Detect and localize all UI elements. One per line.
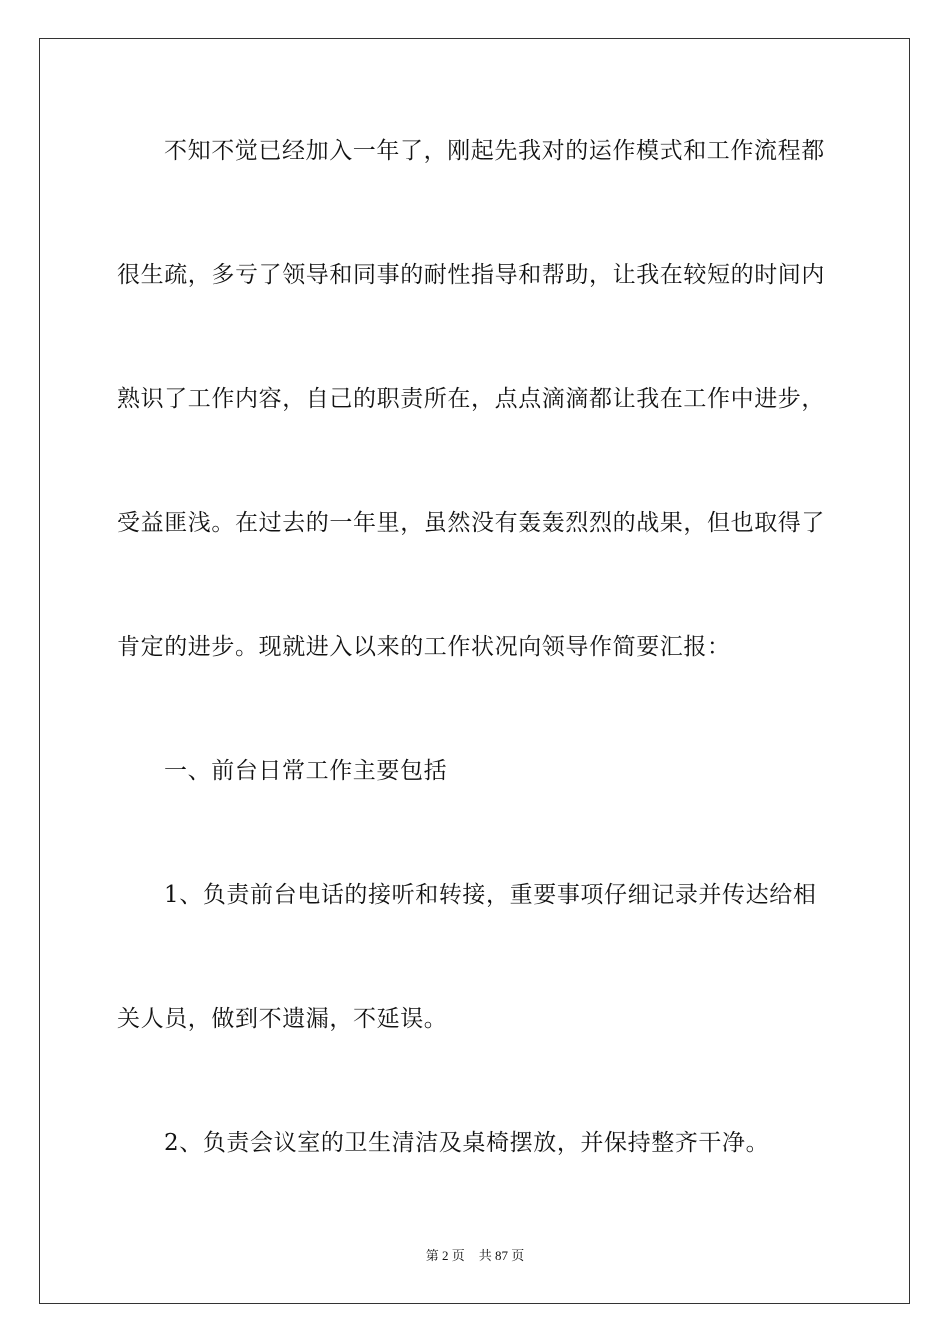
list-item: 2、负责会议室的卫生清洁及桌椅摆放，并保持整齐干净。 (164, 1130, 770, 1156)
total-pages: 共 87 页 (478, 1248, 525, 1263)
page-border (39, 38, 910, 1304)
section-heading: 一、前台日常工作主要包括 (164, 758, 448, 784)
page-footer (0, 1247, 950, 1265)
paragraph-line: 熟识了工作内容，自己的职责所在，点点滴滴都让我在工作中进步， (117, 386, 825, 412)
list-item-continuation: 关人员，做到不遗漏，不延误。 (117, 1006, 448, 1032)
page-number: 第 2 页 (425, 1248, 465, 1263)
paragraph-line: 肯定的进步。现就进入以来的工作状况向领导作简要汇报： (117, 634, 731, 660)
paragraph-line: 不知不觉已经加入一年了，刚起先我对的运作模式和工作流程都 (164, 138, 825, 164)
paragraph-line: 受益匪浅。在过去的一年里，虽然没有轰轰烈烈的战果，但也取得了 (117, 510, 825, 536)
list-item: 1、负责前台电话的接听和转接，重要事项仔细记录并传达给相 (164, 882, 817, 908)
paragraph-line: 很生疏，多亏了领导和同事的耐性指导和帮助，让我在较短的时间内 (117, 262, 825, 288)
